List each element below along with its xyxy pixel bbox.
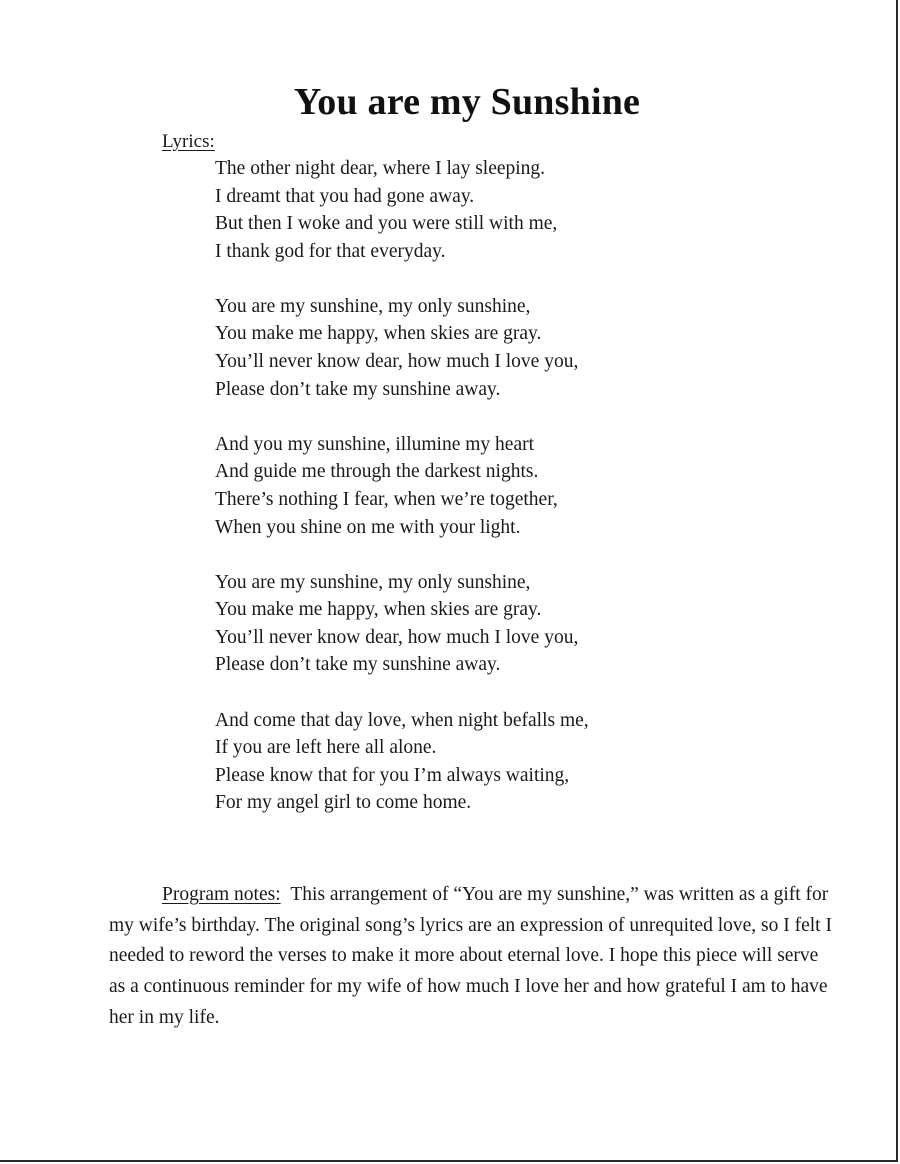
lyric-line: Please know that for you I’m always waiting, xyxy=(215,764,570,786)
lyric-line: And guide me through the darkest nights. xyxy=(215,461,539,483)
program-notes-text: This arrangement of “You are my sunshine,” was written as a gift for my wife’s birthday. The original song’s lyrics are an expression of unrequited love, so I felt I needed to reword the verses to make it more about eternal love. I hope this piece will serve as a continuous reminder for my wife of how much I love her and how grateful I am to have her in my life. xyxy=(109,884,832,1028)
verse-5 xyxy=(215,707,835,817)
lyric-line: I dreamt that you had gone away. xyxy=(215,185,475,207)
lyric-line: If you are left here all alone. xyxy=(215,737,437,759)
page-title: You are my Sunshine xyxy=(293,81,641,123)
verse-4 xyxy=(215,569,835,679)
program-notes xyxy=(109,880,834,1034)
lyric-line: Please don’t take my sunshine away. xyxy=(215,378,501,400)
lyrics-block xyxy=(215,155,835,844)
verse-3 xyxy=(215,431,835,541)
verse-1 xyxy=(215,155,835,265)
lyric-line: When you shine on me with your light. xyxy=(215,516,521,538)
lyric-line: And come that day love, when night befalls me, xyxy=(215,709,589,731)
lyric-line: You make me happy, when skies are gray. xyxy=(215,323,542,345)
lyric-line: You’ll never know dear, how much I love you, xyxy=(215,626,579,648)
lyric-line: Please don’t take my sunshine away. xyxy=(215,654,501,676)
lyric-line: You are my sunshine, my only sunshine, xyxy=(215,571,531,593)
lyrics-label: Lyrics: xyxy=(162,131,215,152)
lyric-line: For my angel girl to come home. xyxy=(215,792,472,814)
lyric-line: But then I woke and you were still with me, xyxy=(215,213,558,235)
lyric-line: There’s nothing I fear, when we’re together, xyxy=(215,488,558,510)
verse-2 xyxy=(215,293,835,403)
lyric-line: You make me happy, when skies are gray. xyxy=(215,599,542,621)
lyric-line: The other night dear, where I lay sleeping. xyxy=(215,158,546,179)
program-notes-label: Program notes: xyxy=(162,884,281,905)
lyric-line: You’ll never know dear, how much I love you, xyxy=(215,351,579,373)
lyric-line: And you my sunshine, illumine my heart xyxy=(215,433,535,455)
lyric-line: You are my sunshine, my only sunshine, xyxy=(215,295,531,317)
lyric-line: I thank god for that everyday. xyxy=(215,240,446,262)
